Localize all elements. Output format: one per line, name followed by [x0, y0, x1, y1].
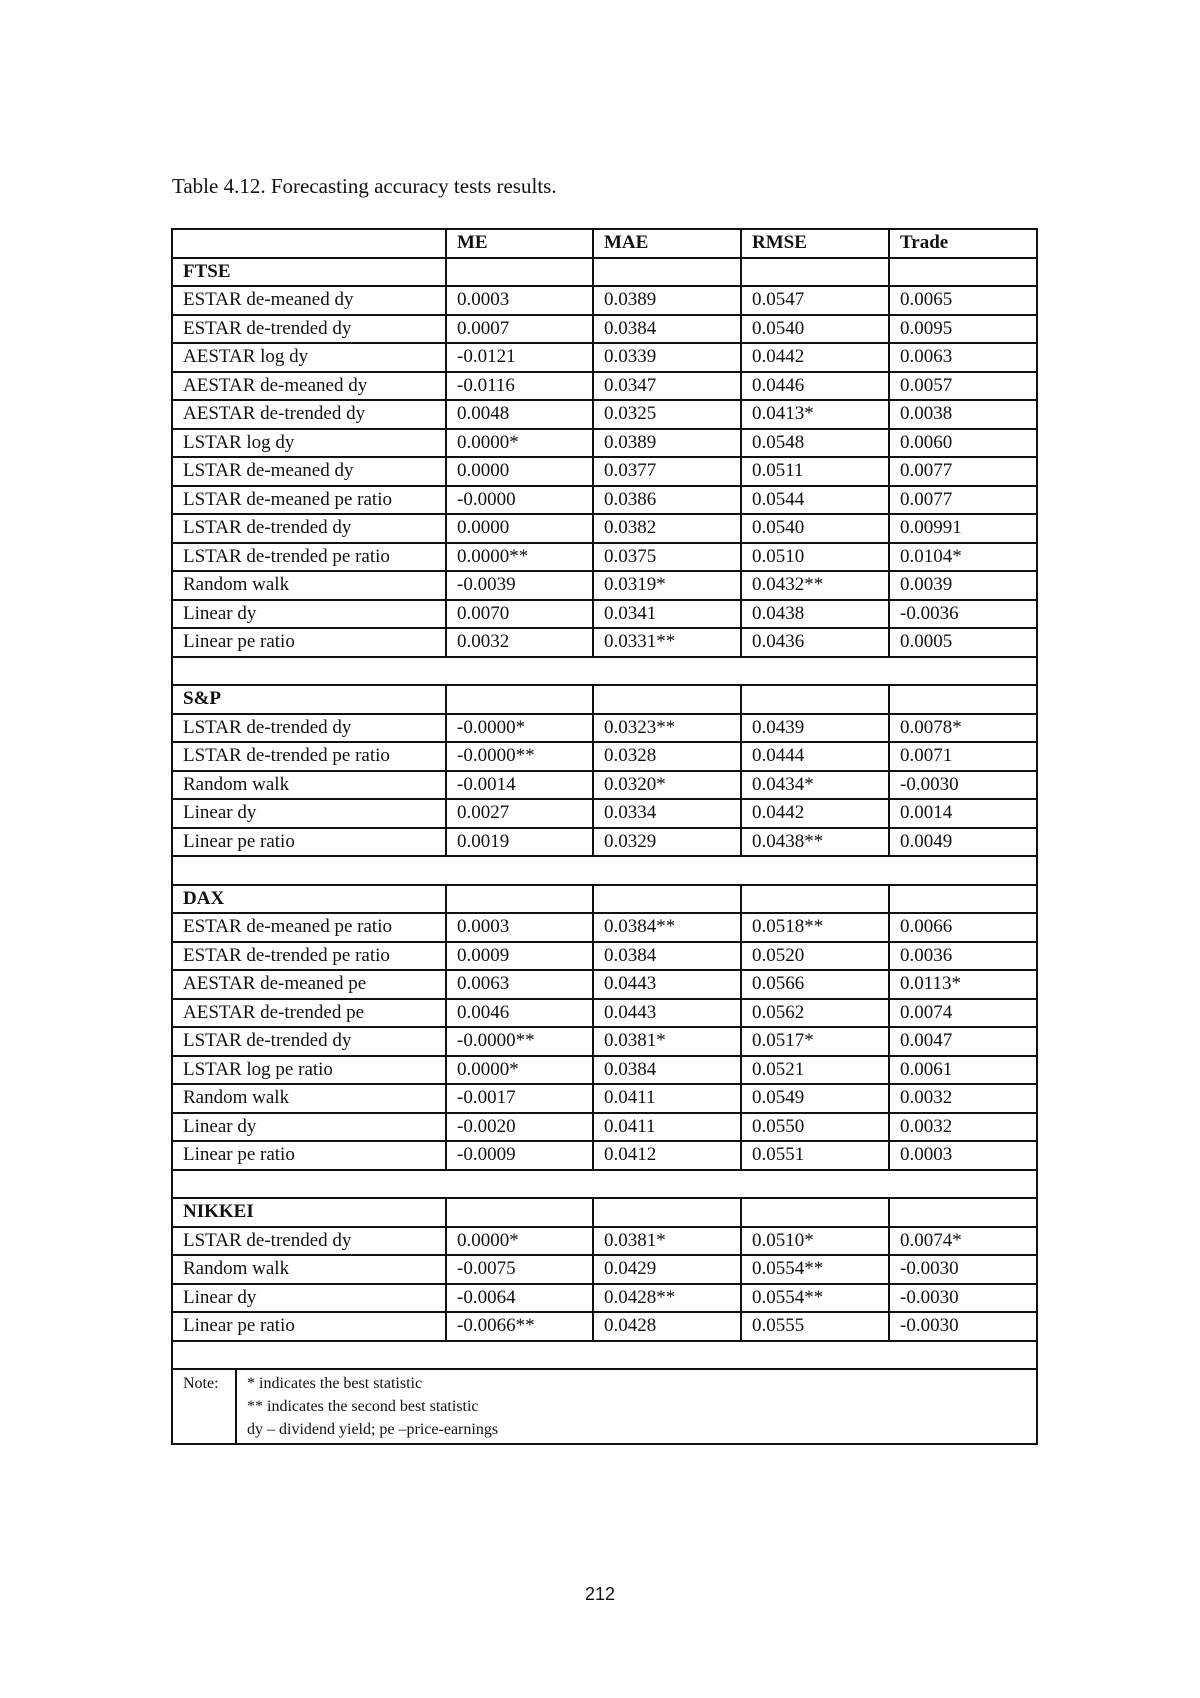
rmse-cell: 0.0555 — [741, 1312, 889, 1341]
table-row — [172, 1284, 1037, 1313]
section-row — [172, 885, 1037, 914]
me-cell: 0.0000 — [446, 514, 593, 543]
table-row — [172, 999, 1037, 1028]
model-cell: Linear pe ratio — [172, 1141, 446, 1170]
trade-cell: 0.0066 — [889, 913, 1037, 942]
table-row — [172, 286, 1037, 315]
empty-cell — [889, 258, 1037, 287]
mae-cell: 0.0389 — [593, 286, 741, 315]
model-cell: ESTAR de-meaned dy — [172, 286, 446, 315]
mae-cell: 0.0428 — [593, 1312, 741, 1341]
rmse-cell: 0.0432** — [741, 571, 889, 600]
mae-cell: 0.0329 — [593, 828, 741, 857]
trade-cell: -0.0036 — [889, 600, 1037, 629]
empty-cell — [741, 685, 889, 714]
trade-cell: 0.0095 — [889, 315, 1037, 344]
empty-cell — [889, 1198, 1037, 1227]
model-cell: AESTAR log dy — [172, 343, 446, 372]
table-row — [172, 742, 1037, 771]
note-line: * indicates the best statistic — [247, 1375, 423, 1392]
me-cell: -0.0000** — [446, 1027, 593, 1056]
model-cell: Random walk — [172, 1255, 446, 1284]
spacer-row — [172, 1170, 1037, 1199]
model-cell: Linear pe ratio — [172, 628, 446, 657]
mae-cell: 0.0320* — [593, 771, 741, 800]
header-cell-rmse: RMSE — [741, 229, 889, 258]
mae-cell: 0.0381* — [593, 1027, 741, 1056]
table-row — [172, 1141, 1037, 1170]
empty-cell — [446, 885, 593, 914]
rmse-cell: 0.0438** — [741, 828, 889, 857]
trade-cell: 0.0074* — [889, 1227, 1037, 1256]
mae-cell: 0.0319* — [593, 571, 741, 600]
table-row — [172, 828, 1037, 857]
model-cell: AESTAR de-meaned pe — [172, 970, 446, 999]
model-cell: LSTAR de-trended pe ratio — [172, 742, 446, 771]
rmse-cell: 0.0436 — [741, 628, 889, 657]
page-number: 212 — [584, 1584, 616, 1604]
table-row — [172, 514, 1037, 543]
me-cell: -0.0000 — [446, 486, 593, 515]
model-cell: Random walk — [172, 771, 446, 800]
model-cell: Linear pe ratio — [172, 1312, 446, 1341]
model-cell: LSTAR de-meaned pe ratio — [172, 486, 446, 515]
rmse-cell: 0.0442 — [741, 343, 889, 372]
trade-cell: -0.0030 — [889, 1312, 1037, 1341]
me-cell: 0.0003 — [446, 913, 593, 942]
trade-cell: 0.0113* — [889, 970, 1037, 999]
section-row — [172, 258, 1037, 287]
me-cell: -0.0116 — [446, 372, 593, 401]
me-cell: 0.0000* — [446, 429, 593, 458]
me-cell: 0.0009 — [446, 942, 593, 971]
model-cell: ESTAR de-trended dy — [172, 315, 446, 344]
me-cell: 0.0000 — [446, 457, 593, 486]
me-cell: 0.0027 — [446, 799, 593, 828]
rmse-cell: 0.0550 — [741, 1113, 889, 1142]
model-cell: Random walk — [172, 1084, 446, 1113]
mae-cell: 0.0377 — [593, 457, 741, 486]
results-table-body — [172, 229, 1037, 1444]
trade-cell: 0.0014 — [889, 799, 1037, 828]
table-row — [172, 571, 1037, 600]
mae-cell: 0.0443 — [593, 970, 741, 999]
table-row — [172, 1056, 1037, 1085]
note-row — [172, 1369, 1037, 1444]
rmse-cell: 0.0566 — [741, 970, 889, 999]
rmse-cell: 0.0521 — [741, 1056, 889, 1085]
trade-cell: 0.0061 — [889, 1056, 1037, 1085]
trade-cell: 0.0060 — [889, 429, 1037, 458]
table-row — [172, 942, 1037, 971]
header-cell-trade: Trade — [889, 229, 1037, 258]
rmse-cell: 0.0540 — [741, 315, 889, 344]
header-row — [172, 229, 1037, 258]
empty-cell — [593, 685, 741, 714]
section-name: S&P — [172, 685, 446, 714]
trade-cell: 0.0003 — [889, 1141, 1037, 1170]
table-row — [172, 714, 1037, 743]
table-row — [172, 372, 1037, 401]
trade-cell: 0.0077 — [889, 457, 1037, 486]
model-cell: Linear dy — [172, 1284, 446, 1313]
me-cell: 0.0046 — [446, 999, 593, 1028]
empty-cell — [741, 1198, 889, 1227]
mae-cell: 0.0384** — [593, 913, 741, 942]
mae-cell: 0.0347 — [593, 372, 741, 401]
mae-cell: 0.0384 — [593, 942, 741, 971]
mae-cell: 0.0429 — [593, 1255, 741, 1284]
empty-cell — [741, 258, 889, 287]
mae-cell: 0.0384 — [593, 315, 741, 344]
rmse-cell: 0.0510 — [741, 543, 889, 572]
results-table — [171, 228, 1038, 1445]
rmse-cell: 0.0438 — [741, 600, 889, 629]
table-row — [172, 600, 1037, 629]
trade-cell: 0.0065 — [889, 286, 1037, 315]
trade-cell: 0.00991 — [889, 514, 1037, 543]
table-row — [172, 1027, 1037, 1056]
note-lines — [237, 1370, 498, 1443]
trade-cell: -0.0030 — [889, 1284, 1037, 1313]
me-cell: 0.0000** — [446, 543, 593, 572]
me-cell: -0.0017 — [446, 1084, 593, 1113]
table-row — [172, 486, 1037, 515]
note-cell — [172, 1369, 1037, 1444]
model-cell: LSTAR de-trended dy — [172, 714, 446, 743]
rmse-cell: 0.0511 — [741, 457, 889, 486]
rmse-cell: 0.0413* — [741, 400, 889, 429]
model-cell: AESTAR de-trended dy — [172, 400, 446, 429]
rmse-cell: 0.0446 — [741, 372, 889, 401]
table-row — [172, 1113, 1037, 1142]
model-cell: LSTAR de-trended dy — [172, 1227, 446, 1256]
model-cell: LSTAR log dy — [172, 429, 446, 458]
me-cell: 0.0070 — [446, 600, 593, 629]
empty-cell — [446, 1198, 593, 1227]
mae-cell: 0.0375 — [593, 543, 741, 572]
spacer-cell — [172, 657, 1037, 686]
model-cell: AESTAR de-meaned dy — [172, 372, 446, 401]
mae-cell: 0.0411 — [593, 1113, 741, 1142]
empty-cell — [446, 685, 593, 714]
spacer-row — [172, 657, 1037, 686]
model-cell: LSTAR de-trended pe ratio — [172, 543, 446, 572]
me-cell: 0.0048 — [446, 400, 593, 429]
rmse-cell: 0.0434* — [741, 771, 889, 800]
table-row — [172, 1084, 1037, 1113]
spacer-row — [172, 856, 1037, 885]
note-label: Note: — [173, 1370, 237, 1443]
mae-cell: 0.0428** — [593, 1284, 741, 1313]
me-cell: 0.0032 — [446, 628, 593, 657]
trade-cell: 0.0036 — [889, 942, 1037, 971]
me-cell: -0.0014 — [446, 771, 593, 800]
rmse-cell: 0.0510* — [741, 1227, 889, 1256]
spacer-cell — [172, 1170, 1037, 1199]
trade-cell: -0.0030 — [889, 771, 1037, 800]
mae-cell: 0.0341 — [593, 600, 741, 629]
me-cell: 0.0019 — [446, 828, 593, 857]
me-cell: -0.0009 — [446, 1141, 593, 1170]
trade-cell: 0.0047 — [889, 1027, 1037, 1056]
mae-cell: 0.0411 — [593, 1084, 741, 1113]
empty-cell — [446, 258, 593, 287]
table-caption: Table 4.12. Forecasting accuracy tests results. — [172, 174, 557, 198]
table-row — [172, 771, 1037, 800]
me-cell: 0.0003 — [446, 286, 593, 315]
model-cell: Linear dy — [172, 600, 446, 629]
trade-cell: -0.0030 — [889, 1255, 1037, 1284]
empty-cell — [593, 1198, 741, 1227]
model-cell: LSTAR de-trended dy — [172, 1027, 446, 1056]
mae-cell: 0.0325 — [593, 400, 741, 429]
trade-cell: 0.0063 — [889, 343, 1037, 372]
rmse-cell: 0.0544 — [741, 486, 889, 515]
mae-cell: 0.0386 — [593, 486, 741, 515]
header-cell-model — [172, 229, 446, 258]
section-name: NIKKEI — [172, 1198, 446, 1227]
section-name: DAX — [172, 885, 446, 914]
model-cell: LSTAR de-meaned dy — [172, 457, 446, 486]
model-cell: Linear dy — [172, 1113, 446, 1142]
me-cell: -0.0121 — [446, 343, 593, 372]
note-block — [183, 1370, 1036, 1443]
rmse-cell: 0.0518** — [741, 913, 889, 942]
me-cell: -0.0020 — [446, 1113, 593, 1142]
rmse-cell: 0.0547 — [741, 286, 889, 315]
empty-cell — [593, 258, 741, 287]
rmse-cell: 0.0554** — [741, 1255, 889, 1284]
rmse-cell: 0.0554** — [741, 1284, 889, 1313]
table-row — [172, 628, 1037, 657]
trade-cell: 0.0077 — [889, 486, 1037, 515]
mae-cell: 0.0384 — [593, 1056, 741, 1085]
header-cell-mae: MAE — [593, 229, 741, 258]
me-cell: 0.0063 — [446, 970, 593, 999]
trade-cell: 0.0057 — [889, 372, 1037, 401]
note-line: ** indicates the second best statistic — [247, 1398, 479, 1415]
mae-cell: 0.0443 — [593, 999, 741, 1028]
table-row — [172, 1255, 1037, 1284]
model-cell: ESTAR de-trended pe ratio — [172, 942, 446, 971]
rmse-cell: 0.0562 — [741, 999, 889, 1028]
table-row — [172, 913, 1037, 942]
me-cell: -0.0066** — [446, 1312, 593, 1341]
model-cell: LSTAR log pe ratio — [172, 1056, 446, 1085]
table-row — [172, 799, 1037, 828]
mae-cell: 0.0382 — [593, 514, 741, 543]
trade-cell: 0.0104* — [889, 543, 1037, 572]
me-cell: 0.0000* — [446, 1227, 593, 1256]
trade-cell: 0.0074 — [889, 999, 1037, 1028]
rmse-cell: 0.0444 — [741, 742, 889, 771]
model-cell: AESTAR de-trended pe — [172, 999, 446, 1028]
mae-cell: 0.0339 — [593, 343, 741, 372]
mae-cell: 0.0381* — [593, 1227, 741, 1256]
model-cell: LSTAR de-trended dy — [172, 514, 446, 543]
model-cell: Linear pe ratio — [172, 828, 446, 857]
table-row — [172, 429, 1037, 458]
mae-cell: 0.0323** — [593, 714, 741, 743]
trade-cell: 0.0039 — [889, 571, 1037, 600]
section-row — [172, 1198, 1037, 1227]
trade-cell: 0.0038 — [889, 400, 1037, 429]
table-row — [172, 400, 1037, 429]
trade-cell: 0.0032 — [889, 1113, 1037, 1142]
note-line: dy – dividend yield; pe –price-earnings — [247, 1421, 499, 1438]
spacer-row — [172, 1341, 1037, 1370]
table-row — [172, 1312, 1037, 1341]
rmse-cell: 0.0548 — [741, 429, 889, 458]
header-cell-me: ME — [446, 229, 593, 258]
rmse-cell: 0.0442 — [741, 799, 889, 828]
trade-cell: 0.0005 — [889, 628, 1037, 657]
mae-cell: 0.0328 — [593, 742, 741, 771]
table-row — [172, 1227, 1037, 1256]
empty-cell — [889, 885, 1037, 914]
spacer-cell — [172, 856, 1037, 885]
me-cell: -0.0000* — [446, 714, 593, 743]
trade-cell: 0.0071 — [889, 742, 1037, 771]
model-cell: Random walk — [172, 571, 446, 600]
trade-cell: 0.0049 — [889, 828, 1037, 857]
rmse-cell: 0.0517* — [741, 1027, 889, 1056]
table-row — [172, 315, 1037, 344]
section-name: FTSE — [172, 258, 446, 287]
me-cell: -0.0075 — [446, 1255, 593, 1284]
empty-cell — [889, 685, 1037, 714]
rmse-cell: 0.0551 — [741, 1141, 889, 1170]
table-row — [172, 457, 1037, 486]
model-cell: Linear dy — [172, 799, 446, 828]
rmse-cell: 0.0439 — [741, 714, 889, 743]
rmse-cell: 0.0540 — [741, 514, 889, 543]
trade-cell: 0.0078* — [889, 714, 1037, 743]
mae-cell: 0.0412 — [593, 1141, 741, 1170]
me-cell: -0.0039 — [446, 571, 593, 600]
rmse-cell: 0.0520 — [741, 942, 889, 971]
empty-cell — [741, 885, 889, 914]
table-row — [172, 970, 1037, 999]
mae-cell: 0.0331** — [593, 628, 741, 657]
empty-cell — [593, 885, 741, 914]
section-row — [172, 685, 1037, 714]
me-cell: -0.0064 — [446, 1284, 593, 1313]
trade-cell: 0.0032 — [889, 1084, 1037, 1113]
me-cell: 0.0007 — [446, 315, 593, 344]
model-cell: ESTAR de-meaned pe ratio — [172, 913, 446, 942]
me-cell: -0.0000** — [446, 742, 593, 771]
mae-cell: 0.0334 — [593, 799, 741, 828]
table-row — [172, 543, 1037, 572]
mae-cell: 0.0389 — [593, 429, 741, 458]
me-cell: 0.0000* — [446, 1056, 593, 1085]
spacer-cell — [172, 1341, 1037, 1370]
rmse-cell: 0.0549 — [741, 1084, 889, 1113]
table-row — [172, 343, 1037, 372]
